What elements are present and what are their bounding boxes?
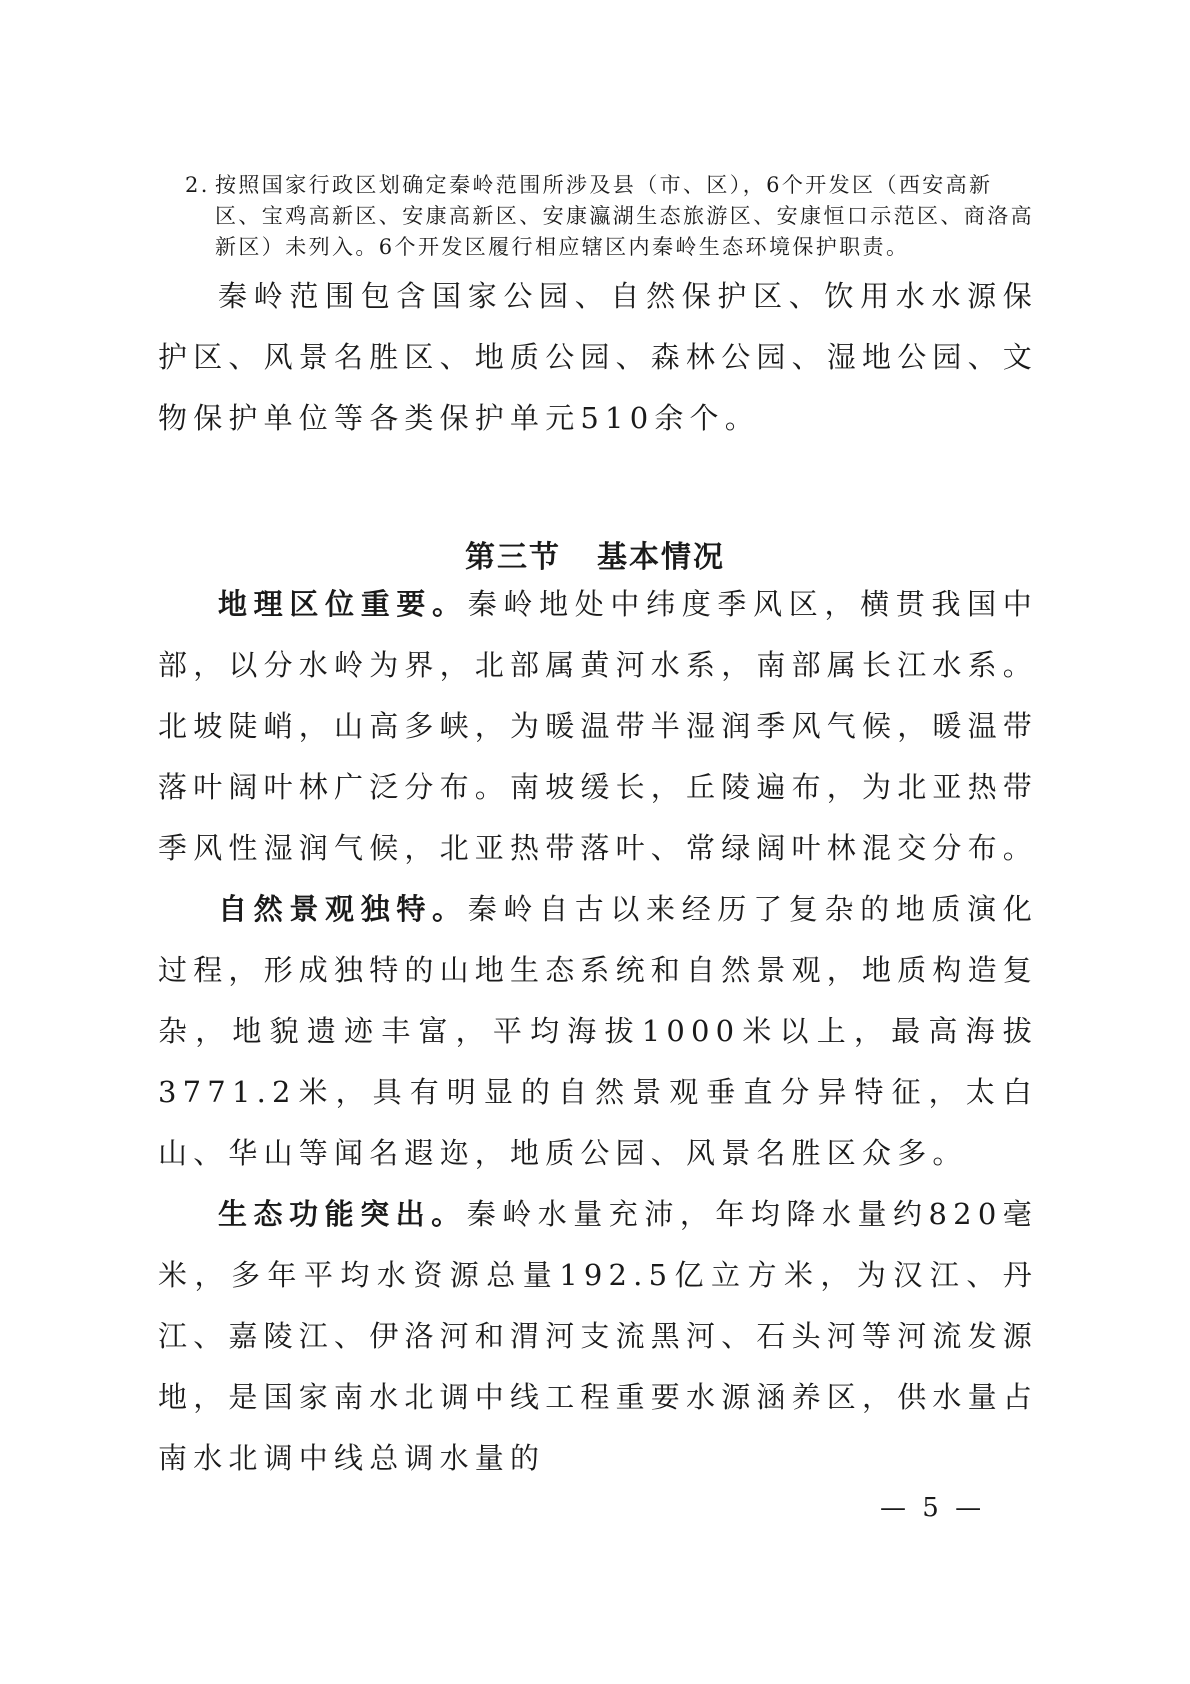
paragraph-landscape	[158, 879, 1038, 1184]
paragraph-lead: 自然景观独特。	[218, 892, 468, 926]
paragraph-text: 秦岭水量充沛，年均降水量约820毫米，多年平均水资源总量192.5亿立方米，为汉江、丹江、嘉陵江、伊洛河和渭河支流黑河、石头河等河流发源地，是国家南水北调中线工程重要水源涵养区，供水量占南水北调中线总调水量的	[158, 1197, 1039, 1475]
paragraph-ecology	[158, 1184, 1038, 1489]
paragraph-lead: 地理区位重要。	[218, 587, 468, 621]
main-text-block	[158, 574, 1038, 1489]
section-number: 第三节	[465, 540, 561, 575]
footnote-number: 2.	[185, 173, 210, 197]
footnote	[185, 170, 1035, 263]
paragraph-geography	[158, 574, 1038, 879]
footnote-text: 按照国家行政区划确定秦岭范围所涉及县（市、区），6个开发区（西安高新区、宝鸡高新区、安康高新区、安康瀛湖生态旅游区、安康恒口示范区、商洛高新区）未列入。6个开发区履行相应辖区内秦岭生态环境保护职责。	[215, 173, 1034, 259]
intro-paragraph: 秦岭范围包含国家公园、自然保护区、饮用水水源保护区、风景名胜区、地质公园、森林公园、湿地公园、文物保护单位等各类保护单元510余个。	[158, 279, 1039, 435]
paragraph-text: 秦岭地处中纬度季风区，横贯我国中部，以分水岭为界，北部属黄河水系，南部属长江水系。北坡陡峭，山高多峡，为暖温带半湿润季风气候，暖温带落叶阔叶林广泛分布。南坡缓长，丘陵遍布，为北亚热带季风性湿润气候，北亚热带落叶、常绿阔叶林混交分布。	[158, 587, 1039, 865]
intro-block	[158, 266, 1038, 449]
paragraph-text: 秦岭自古以来经历了复杂的地质演化过程，形成独特的山地生态系统和自然景观，地质构造复杂，地貌遗迹丰富，平均海拔1000米以上，最高海拔3771.2米，具有明显的自然景观垂直分异特征，太白山、华山等闻名遐迩，地质公园、风景名胜区众多。	[158, 892, 1039, 1170]
page-number: — 5 —	[880, 1493, 986, 1523]
section-heading	[0, 532, 1190, 576]
section-title: 基本情况	[597, 540, 725, 575]
paragraph-lead: 生态功能突出。	[218, 1197, 467, 1231]
